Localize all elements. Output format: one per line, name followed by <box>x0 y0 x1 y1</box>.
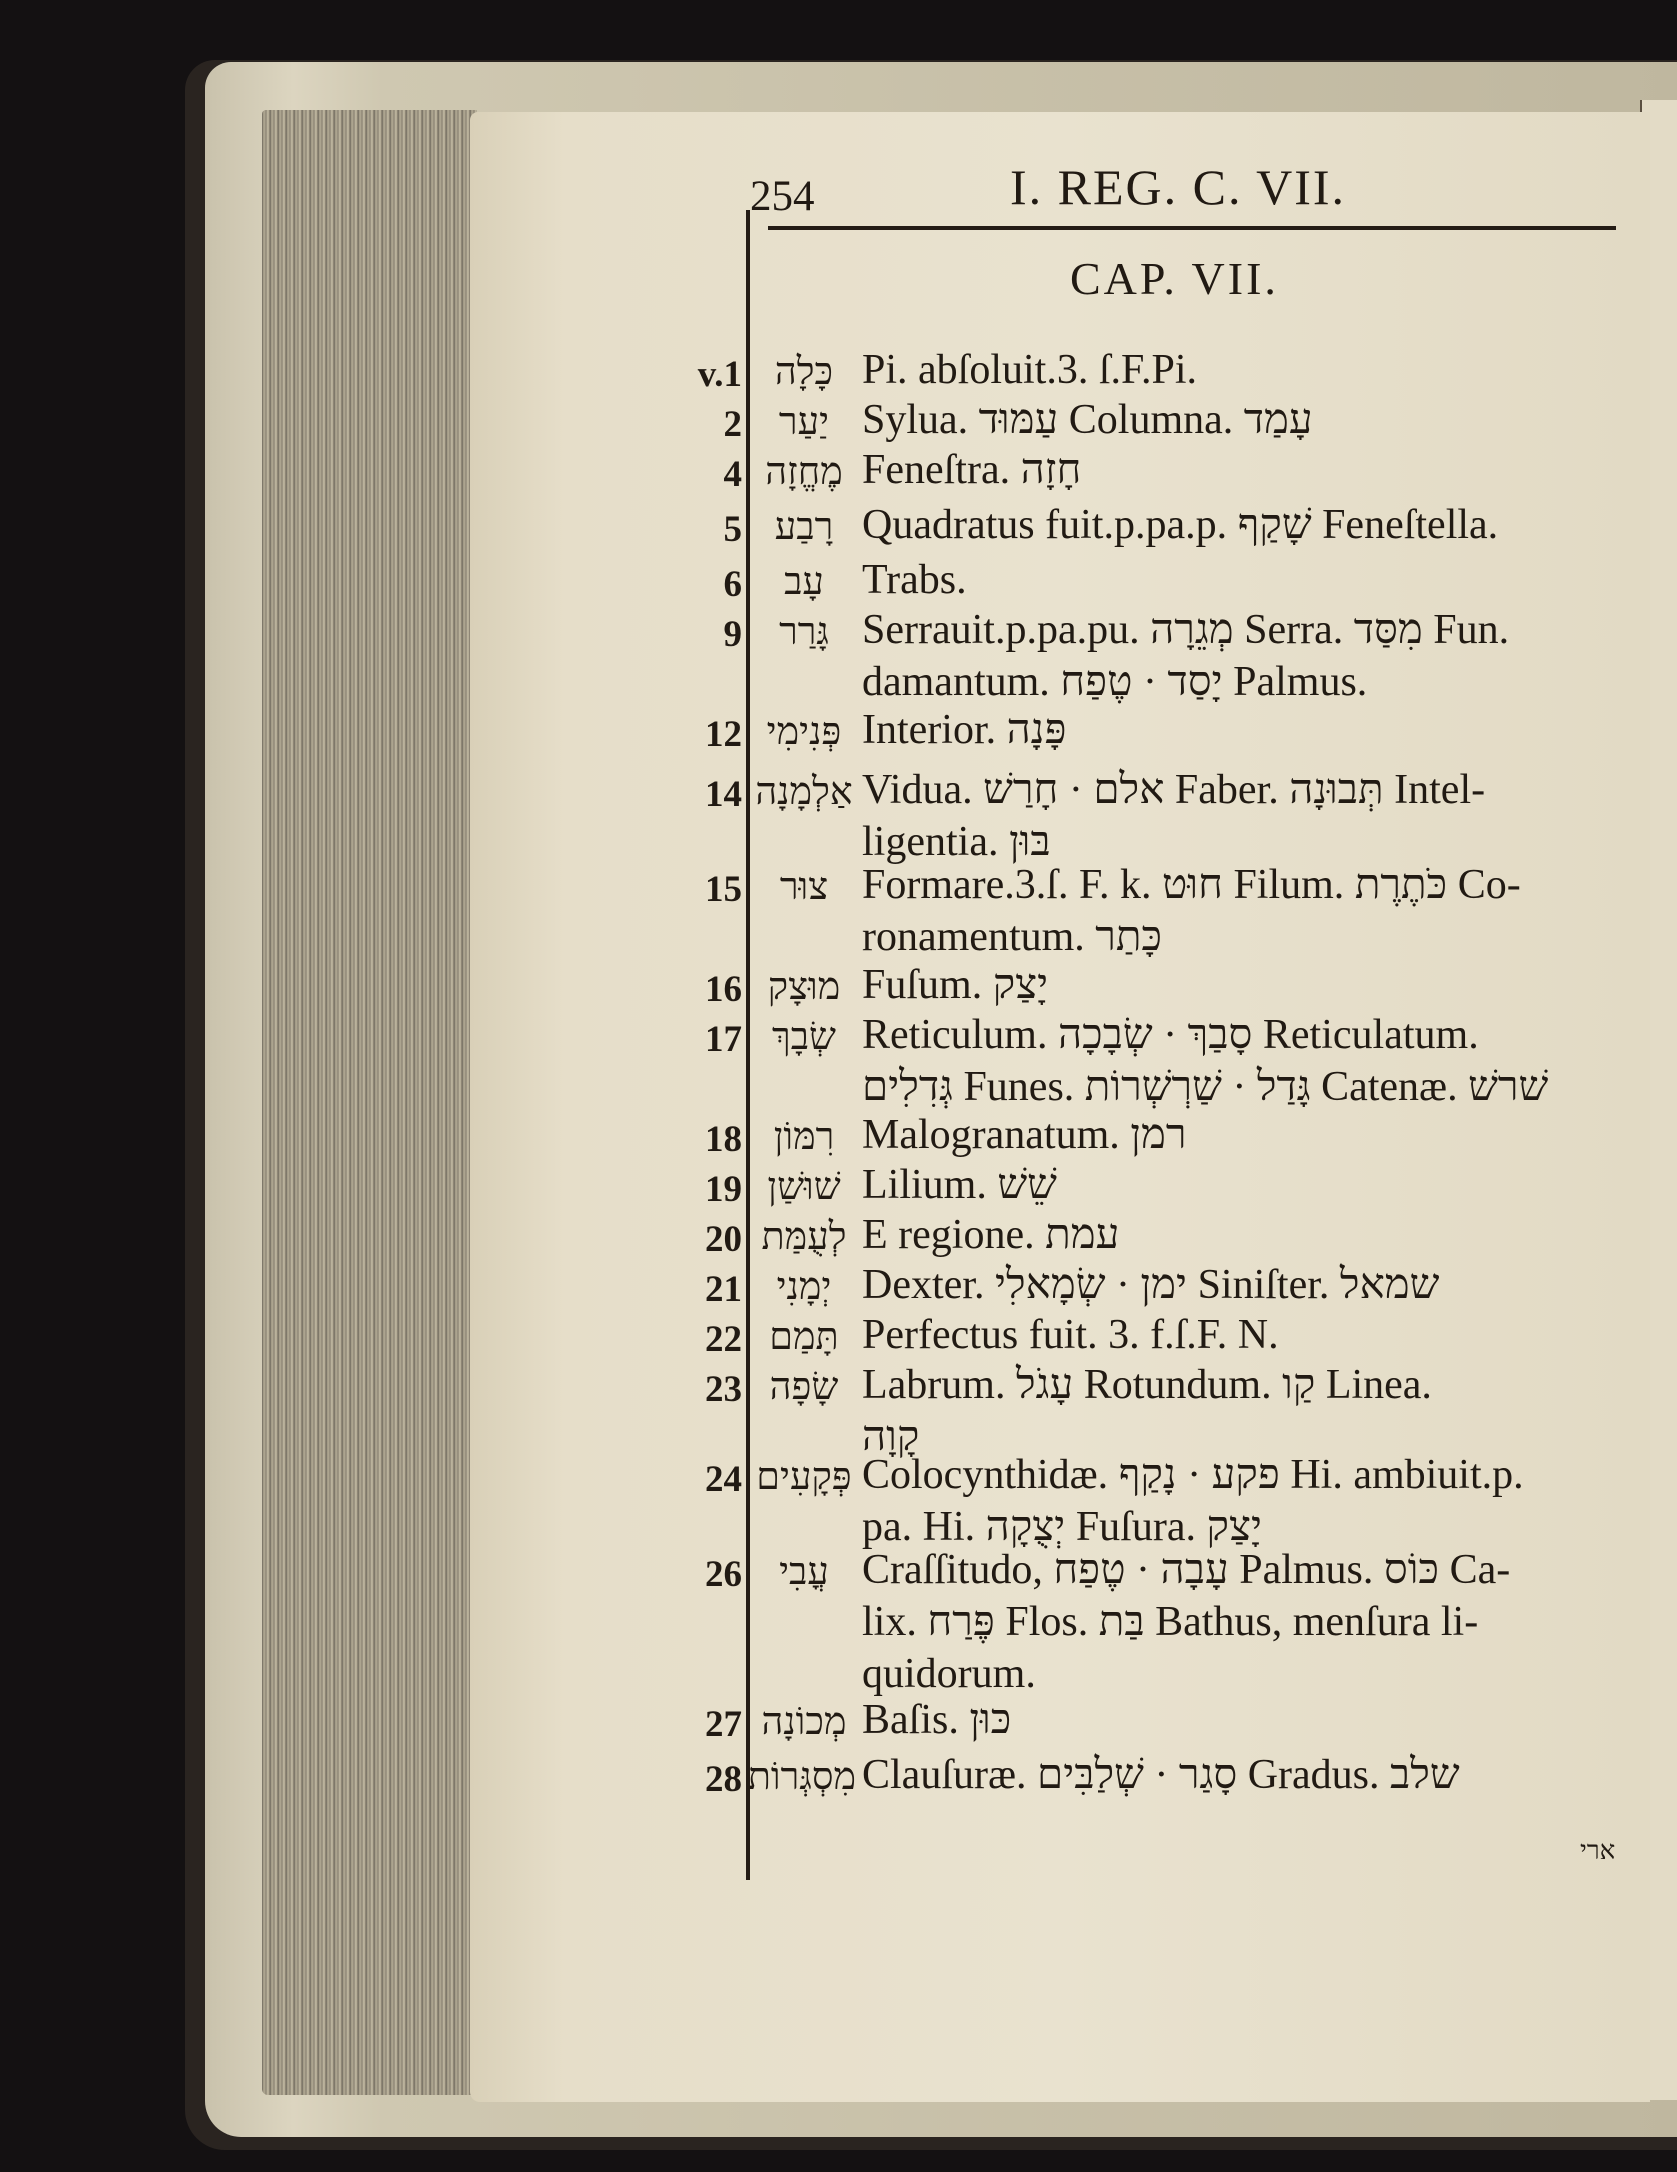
hebrew-headword: פְּנִימִי <box>766 709 842 753</box>
gloss-continuation: ronamentum. כָּתַר <box>862 914 1163 960</box>
hebrew-headword: שׁוּשַׁן <box>767 1164 841 1208</box>
hebrew-headword: כָּלָה <box>774 349 834 393</box>
verse-number: 9 <box>723 614 742 655</box>
verse-number: 17 <box>705 1019 742 1060</box>
verse-number: v.1 <box>697 354 742 395</box>
verse-number: 15 <box>705 869 742 910</box>
hebrew-headword: שְׂבָךְ <box>772 1014 836 1058</box>
verse-number: 6 <box>723 564 742 605</box>
verse-number: 28 <box>705 1759 742 1800</box>
latin-gloss: Craſſitudo, עָבָה · טֶפַח Palmus. כּוֹס Ca- <box>862 1547 1511 1593</box>
latin-gloss: E regione. עמת <box>862 1212 1120 1258</box>
hebrew-headword: מוּצָק <box>767 964 841 1008</box>
chapter-title: CAP. VII. <box>1070 253 1279 304</box>
verse-number: 16 <box>705 969 742 1010</box>
latin-gloss: Trabs. <box>862 557 967 603</box>
hebrew-headword: לְעֻמַּת <box>761 1214 847 1258</box>
gloss-continuation: ligentia. בּוּן <box>862 819 1051 865</box>
hebrew-headword: אַלְמָנָה <box>755 769 853 813</box>
gloss-continuation: lix. פֶּרַח Flos. בַּת Bathus, menſura li- <box>862 1599 1479 1645</box>
corner-note: ארי <box>1580 1836 1616 1866</box>
verse-number: 22 <box>705 1319 742 1360</box>
latin-gloss: Lilium. שֵׁשׁ <box>862 1162 1057 1208</box>
verse-number: 24 <box>705 1459 742 1500</box>
latin-gloss: Dexter. ימן · שְׂמָאלִי Siniſter. שמאל <box>862 1262 1440 1308</box>
verse-number: 19 <box>705 1169 742 1210</box>
latin-gloss: Feneſtra. חָזָה <box>862 447 1082 493</box>
hebrew-headword: צוּר <box>779 864 829 908</box>
hebrew-headword: מִסְגְּרוֹת <box>747 1754 856 1798</box>
hebrew-headword: מְכוֹנָה <box>761 1699 847 1743</box>
page-edges <box>262 110 477 2095</box>
verse-number: 2 <box>723 404 742 445</box>
hebrew-headword: גָּרַר <box>779 609 829 653</box>
latin-gloss: Clauſuræ. סָגַר · שְׁלַבִּים Gradus. שלב <box>862 1752 1460 1798</box>
hebrew-headword: יְמָנִי <box>776 1264 832 1308</box>
header-rule <box>768 226 1616 230</box>
verse-number: 14 <box>705 774 742 815</box>
hebrew-headword: פְּקָעִים <box>756 1454 852 1498</box>
latin-gloss: Interior. פָּנָה <box>862 707 1067 753</box>
latin-gloss: Colocynthidæ. פקע · נָקַף Hi. ambiuit.p. <box>862 1452 1524 1498</box>
gloss-continuation: damantum. יָסַד · טֶפַח Palmus. <box>862 659 1368 705</box>
latin-gloss: Sylua. עַמּוּד Columna. עָמַד <box>862 397 1313 443</box>
verse-number: 27 <box>705 1704 742 1745</box>
margin-rule <box>746 210 750 1880</box>
latin-gloss: Pi. abſoluit.3. ſ.F.Pi. <box>862 347 1198 393</box>
verse-number: 4 <box>723 454 742 495</box>
hebrew-headword: יַעַר <box>778 399 830 443</box>
hebrew-headword: מֶחֱזָה <box>765 449 843 493</box>
latin-gloss: Baſis. כּוּן <box>862 1697 1012 1743</box>
latin-gloss: Malogranatum. רמן <box>862 1112 1187 1158</box>
verse-number: 26 <box>705 1554 742 1595</box>
verse-number: 23 <box>705 1369 742 1410</box>
latin-gloss: Formare.3.ſ. F. k. חוּט Filum. כֹּתֶרֶת Co- <box>862 862 1521 908</box>
hebrew-headword: שָׂפָה <box>769 1364 839 1408</box>
gloss-continuation: קָוָה <box>862 1414 920 1460</box>
latin-gloss: Fuſum. יָצַק <box>862 962 1049 1008</box>
page-number: 254 <box>750 173 815 220</box>
latin-gloss: Labrum. עָגֹל Rotundum. קַו Linea. <box>862 1362 1432 1408</box>
hebrew-headword: עָב <box>784 559 824 603</box>
verse-number: 18 <box>705 1119 742 1160</box>
hebrew-headword: רָבַע <box>774 504 834 548</box>
hebrew-headword: רִמּוֹן <box>773 1114 835 1158</box>
verse-number: 21 <box>705 1269 742 1310</box>
hebrew-headword: תָּמַם <box>769 1314 839 1358</box>
latin-gloss: Serrauit.p.pa.pu. מְגֵרָה Serra. מִסַּד Fun. <box>862 607 1510 653</box>
gloss-continuation: pa. Hi. יְצֻקָה Fuſura. יָצַק <box>862 1504 1262 1550</box>
gloss-continuation: quidorum. <box>862 1651 1036 1697</box>
latin-gloss: Perfectus fuit. 3. f.ſ.F. N. <box>862 1312 1279 1358</box>
verse-number: 5 <box>723 509 742 550</box>
latin-gloss: Reticulum. סָבַךְ · שְׂבָכָה Reticulatum. <box>862 1012 1479 1058</box>
latin-gloss: Vidua. אלם · חָרַשׁ Faber. תְּבוּנָה Intel- <box>862 767 1486 813</box>
hebrew-headword: עֳבִי <box>779 1549 829 1593</box>
gloss-continuation: גְּדִלִים Funes. גָּדַל · שַׁרְשְׁרוֹת Catenæ. שׁרשׁ <box>862 1064 1549 1110</box>
verse-number: 12 <box>705 714 742 755</box>
verse-number: 20 <box>705 1219 742 1260</box>
running-head: I. REG. C. VII. <box>1010 159 1347 215</box>
latin-gloss: Quadratus fuit.p.pa.p. שָׁקַף Feneſtella. <box>862 502 1499 548</box>
